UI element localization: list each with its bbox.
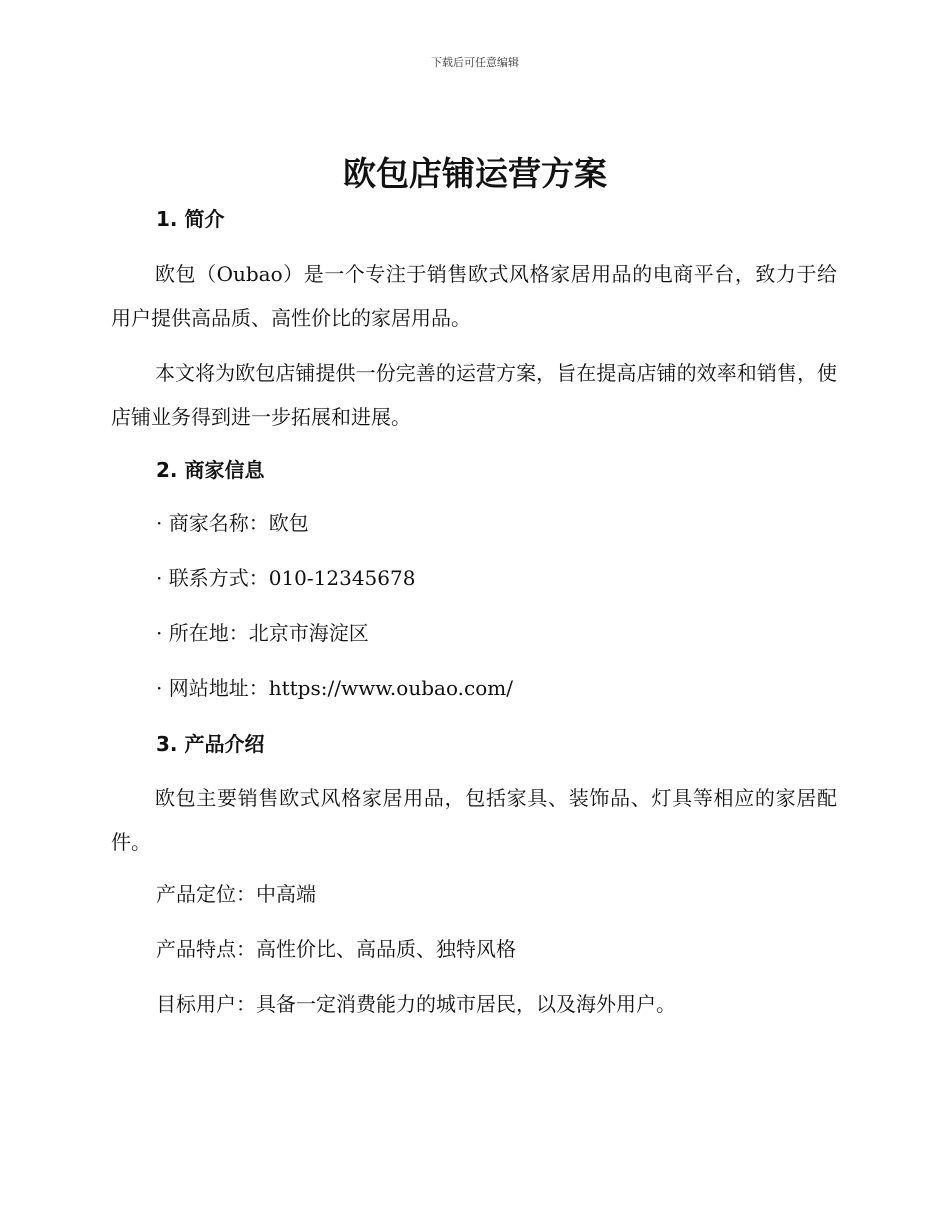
products-paragraph: 欧包主要销售欧式风格家居用品，包括家具、装饰品、灯具等相应的家居配件。 xyxy=(111,786,837,854)
section-heading-intro: 1. 简介 xyxy=(156,207,225,231)
merchant-location-item: · 所在地：北京市海淀区 xyxy=(156,621,369,645)
section-heading-products: 3. 产品介绍 xyxy=(156,732,265,756)
merchant-website-item: · 网站地址：https://www.oubao.com/ xyxy=(156,676,513,700)
product-positioning-item: 产品定位：中高端 xyxy=(156,882,316,906)
merchant-contact-item: · 联系方式：010-12345678 xyxy=(156,566,416,590)
product-features-item: 产品特点：高性价比、高品质、独特风格 xyxy=(156,937,516,961)
intro-paragraph-2: 本文将为欧包店铺提供一份完善的运营方案，旨在提高店铺的效率和销售，使店铺业务得到进一步拓展和进展。 xyxy=(111,361,837,429)
merchant-name-item: · 商家名称：欧包 xyxy=(156,511,309,535)
target-users-item: 目标用户：具备一定消费能力的城市居民，以及海外用户。 xyxy=(156,992,676,1016)
header-note: 下载后可任意编辑 xyxy=(431,56,519,69)
document-title: 欧包店铺运营方案 xyxy=(343,154,607,193)
intro-paragraph-1: 欧包（Oubao）是一个专注于销售欧式风格家居用品的电商平台，致力于给用户提供高品质、高性价比的家居用品。 xyxy=(111,262,837,330)
section-heading-merchant-info: 2. 商家信息 xyxy=(156,458,265,482)
